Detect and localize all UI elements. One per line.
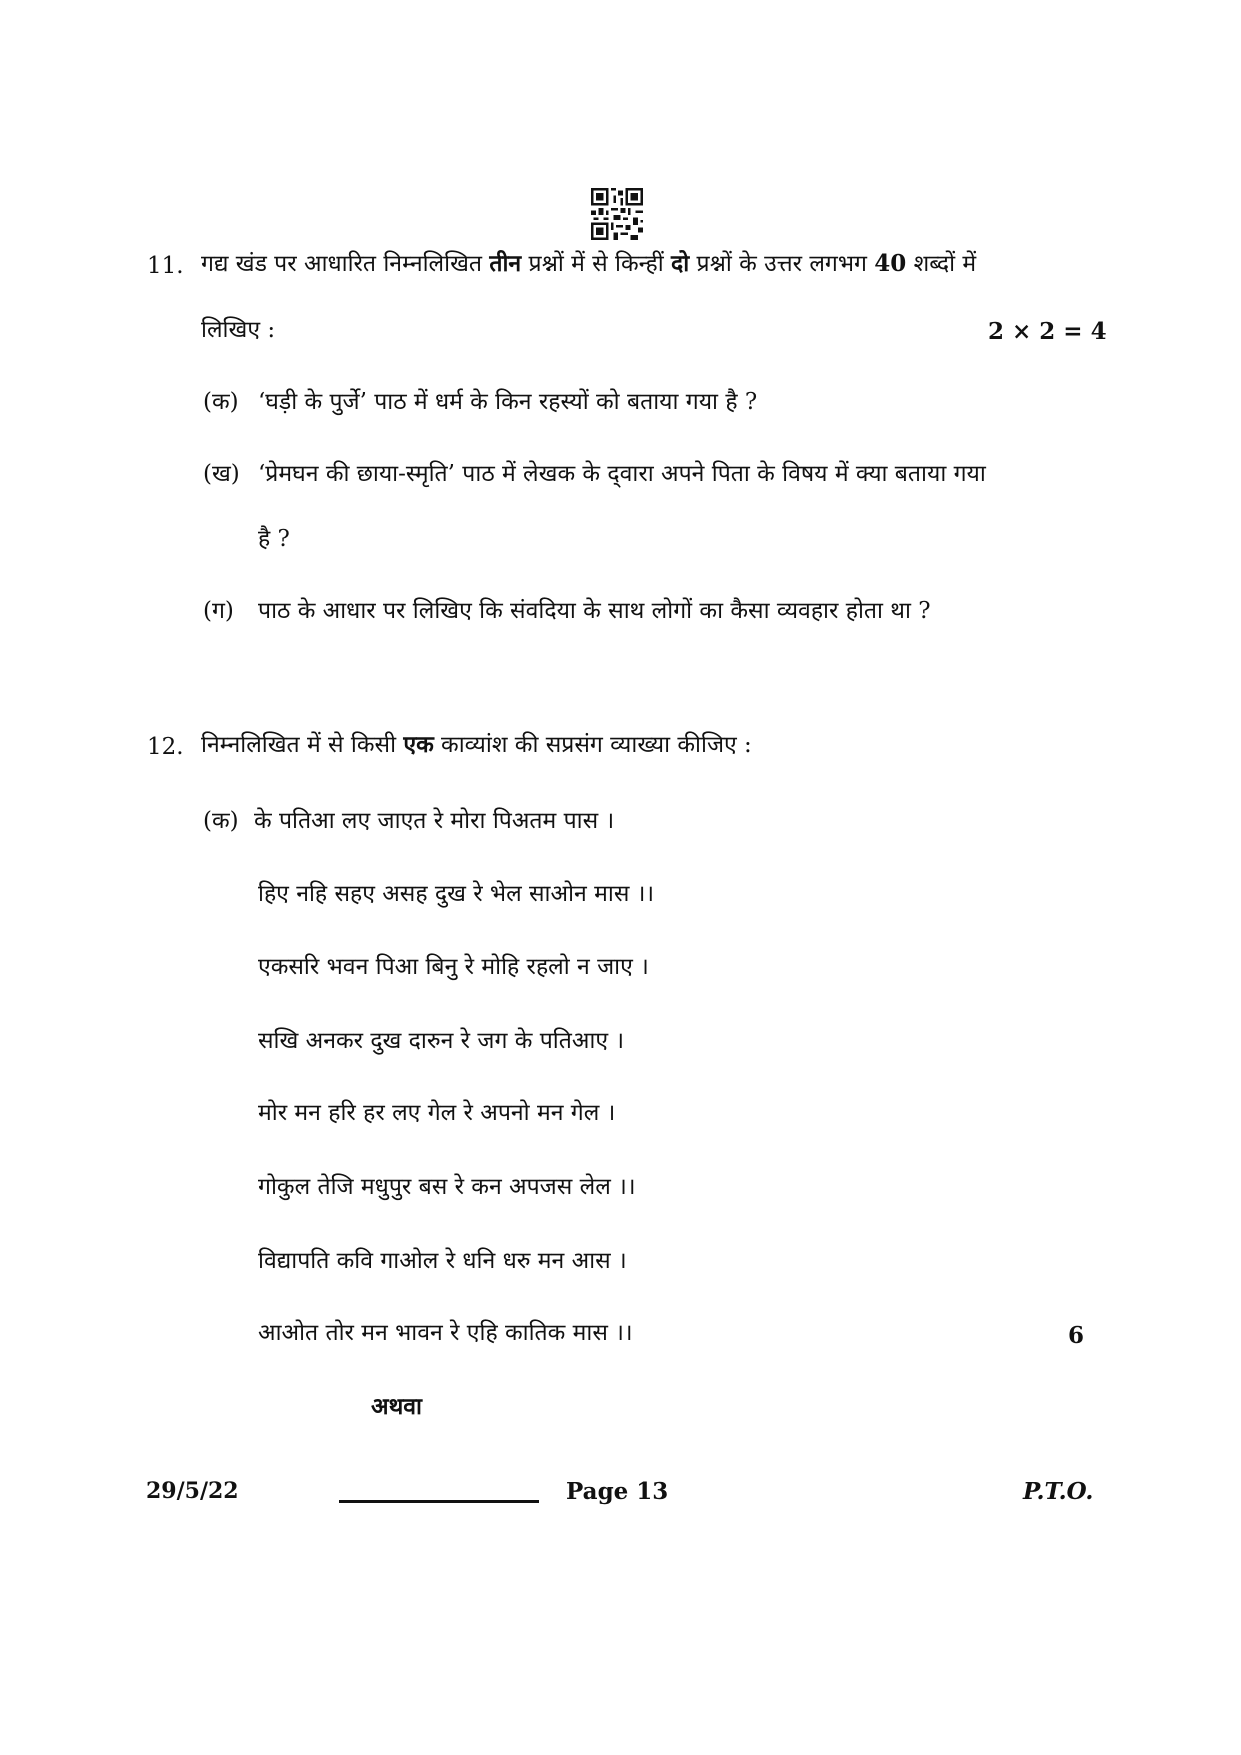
- q12-text-a: निम्नलिखित में से किसी: [201, 732, 404, 758]
- q11-bold-40: 40: [874, 250, 907, 277]
- q12-number: 12.: [147, 734, 184, 760]
- or-heading: अथवा: [371, 1393, 423, 1420]
- q11-part-c-label: (ग): [203, 598, 234, 624]
- poem-line-8: आओत तोर मन भावन रे एहि कातिक मास ।।: [258, 1320, 633, 1346]
- q11-part-b-text: ‘प्रेमघन की छाया-स्मृति’ पाठ में लेखक के द्‌वारा अपने पिता के विषय में क्या बताया गया: [258, 461, 986, 487]
- poem-line-3: एकसरि भवन पिआ बिनु रे मोहि रहलो न जाए ।: [258, 954, 649, 980]
- footer-page-number: Page 13: [566, 1478, 669, 1505]
- q12-bold-ek: एक: [403, 731, 434, 758]
- poem-line-7: विद्यापति कवि गाओल रे धनि धरु मन आस ।: [258, 1248, 627, 1274]
- poem-line-5: मोर मन हरि हर लए गेल रे अपनो मन गेल ।: [258, 1100, 616, 1126]
- footer-pto: P.T.O.: [1023, 1478, 1094, 1505]
- q12-part-a-label: (क): [203, 808, 239, 834]
- qr-code-icon: [591, 188, 643, 240]
- q11-part-a-text: ‘घड़ी के पुर्जे’ पाठ में धर्म के किन रहस्यों को बताया गया है ?: [258, 389, 758, 415]
- q11-part-a-label: (क): [203, 389, 239, 415]
- q12-text: [201, 733, 752, 757]
- q11-marks: 2 × 2 = 4: [988, 318, 1107, 345]
- poem-line-1: के पतिआ लए जाएत रे मोरा पिअतम पास ।: [254, 808, 615, 834]
- poem-line-4: सखि अनकर दुख दारुन रे जग के पतिआए ।: [258, 1028, 625, 1054]
- q11-text-e: शब्दों में: [906, 251, 977, 277]
- q12-text-c: काव्यांश की सप्रसंग व्याख्या कीजिए :: [433, 732, 752, 758]
- q11-part-b-cont: है ?: [258, 526, 290, 552]
- q11-text-c: प्रश्नों में से किन्हीं: [521, 251, 672, 277]
- footer-divider: [339, 1500, 539, 1503]
- q11-text-d: प्रश्नों के उत्तर लगभग: [689, 251, 875, 277]
- poem-line-6: गोकुल तेजि मधुपुर बस रे कन अपजस लेल ।।: [258, 1174, 636, 1200]
- q11-number: 11.: [147, 253, 184, 279]
- q11-bold-teen: तीन: [489, 250, 522, 277]
- q12-marks: 6: [1068, 1322, 1085, 1349]
- q11-text-a: गद्य खंड पर आधारित निम्नलिखित: [201, 251, 490, 277]
- q11-text-line2: लिखिए :: [201, 317, 276, 343]
- poem-line-2: हिए नहि सहए असह दुख रे भेल साओन मास ।।: [258, 881, 655, 907]
- q11-text: [201, 252, 976, 276]
- q11-part-b-label: (ख): [203, 461, 240, 487]
- q11-part-c-text: पाठ के आधार पर लिखिए कि संवदिया के साथ लोगों का कैसा व्यवहार होता था ?: [258, 598, 931, 624]
- q11-bold-do: दो: [671, 250, 690, 277]
- footer-code: 29/5/22: [146, 1478, 239, 1504]
